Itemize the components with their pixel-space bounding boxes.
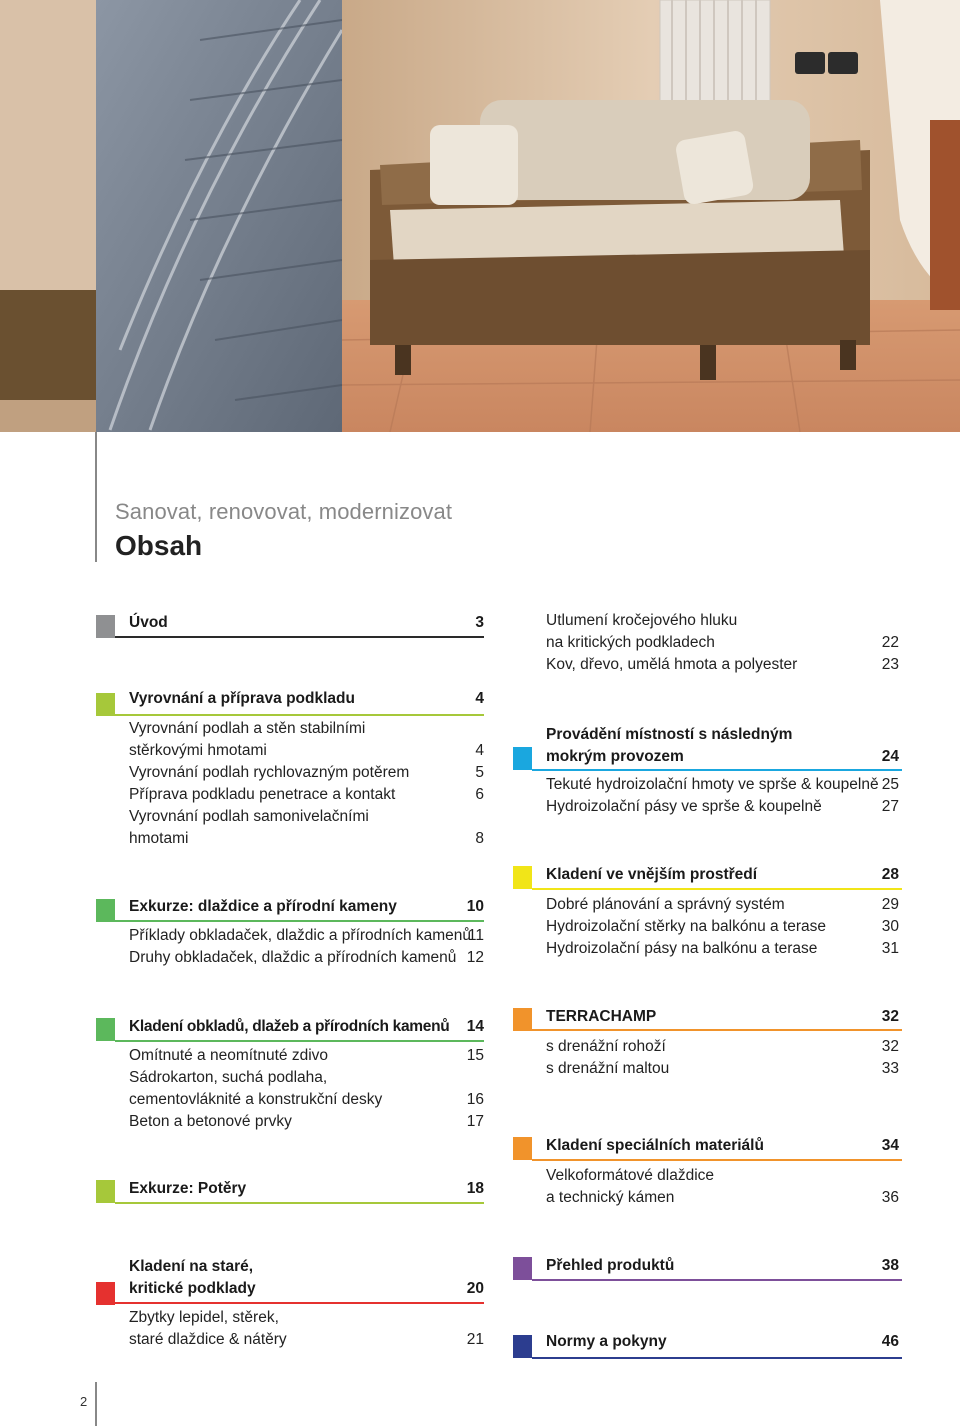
toc-item[interactable]: Příprava podkladu penetrace a kontakt 6	[129, 786, 484, 803]
section-rule	[532, 1279, 902, 1281]
footer-vertical-rule	[95, 1382, 97, 1426]
section-rule	[115, 636, 484, 638]
toc-item[interactable]: Hydroizolační stěrky na balkónu a terase 30	[546, 918, 899, 935]
toc-item[interactable]: Beton a betonové prvky 17	[129, 1113, 484, 1130]
section-page: 10	[466, 898, 484, 915]
section-page: 14	[466, 1018, 484, 1035]
section-rule	[115, 714, 484, 716]
section-title: TERRACHAMP	[546, 1008, 657, 1025]
section-rule	[115, 1202, 484, 1204]
section-title: Exkurze: dlaždice a přírodní kameny	[129, 898, 397, 915]
section-page: 4	[475, 690, 484, 707]
section-marker	[96, 693, 115, 716]
section-marker	[96, 1180, 115, 1203]
section-title: Vyrovnání a příprava podkladu	[129, 690, 355, 707]
toc-item[interactable]: s drenážní maltou 33	[546, 1060, 899, 1077]
section-page: 18	[466, 1180, 484, 1197]
section-page: 28	[881, 866, 899, 883]
toc-item[interactable]: Vyrovnání podlah rychlovazným potěrem 5	[129, 764, 484, 781]
toc-item[interactable]: Sádrokarton, suchá podlaha, cementovláknité a konstrukční desky 16	[129, 1069, 484, 1108]
section-title: Kladení speciálních materiálů	[546, 1137, 764, 1154]
toc-item[interactable]: s drenážní rohoží 32	[546, 1038, 899, 1055]
page-number: 2	[80, 1394, 88, 1409]
section-page: 38	[881, 1257, 899, 1274]
section-rule	[532, 888, 902, 890]
section-marker	[513, 747, 532, 770]
section-page: 24	[881, 748, 899, 765]
section-title: Exkurze: Potěry	[129, 1180, 247, 1197]
section-marker	[96, 615, 115, 638]
toc-item[interactable]: Vyrovnání podlah samonivelačními hmotami 8	[129, 808, 484, 847]
toc-item[interactable]: Velkoformátové dlaždice a technický kámen 36	[546, 1167, 899, 1206]
section-title: Úvod	[129, 614, 168, 631]
toc-item[interactable]: Kov, dřevo, umělá hmota a polyester 23	[546, 656, 899, 673]
section-title: Kladení na staré, kritické podklady	[129, 1258, 256, 1297]
section-page: 20	[466, 1280, 484, 1297]
toc-item[interactable]: Příklady obkladaček, dlaždic a přírodních kamenů 11	[129, 927, 484, 944]
section-marker	[96, 899, 115, 922]
section-marker	[513, 1335, 532, 1358]
section-page: 34	[881, 1137, 899, 1154]
section-title: Kladení obkladů, dlažeb a přírodních kamenů	[129, 1018, 450, 1035]
toc-item[interactable]: Tekuté hydroizolační hmoty ve sprše & koupelně 25	[546, 776, 899, 793]
toc-item[interactable]: Dobré plánování a správný systém 29	[546, 896, 899, 913]
section-marker	[513, 1008, 532, 1031]
section-title: Přehled produktů	[546, 1257, 675, 1274]
page-subtitle: Sanovat, renovovat, modernizovat	[115, 499, 453, 524]
header-vertical-rule	[95, 432, 97, 562]
toc-item[interactable]: Omítnuté a neomítnuté zdivo 15	[129, 1047, 484, 1064]
toc-item[interactable]: Hydroizolační pásy na balkónu a terase 31	[546, 940, 899, 957]
page-title: Obsah	[115, 530, 203, 561]
section-marker	[513, 866, 532, 889]
section-title: Kladení ve vnějším prostředí	[546, 866, 758, 883]
toc-item[interactable]: Utlumení kročejového hluku na kritických podkladech 22	[546, 612, 899, 651]
section-rule	[115, 920, 484, 922]
section-marker	[513, 1257, 532, 1280]
section-page: 3	[475, 614, 484, 631]
section-page: 46	[881, 1333, 899, 1350]
section-rule	[115, 1040, 484, 1042]
section-title: Normy a pokyny	[546, 1333, 667, 1350]
section-rule	[532, 1159, 902, 1161]
section-marker	[513, 1137, 532, 1160]
toc-item[interactable]: Druhy obkladaček, dlaždic a přírodních kamenů 12	[129, 949, 484, 966]
section-rule	[532, 1029, 902, 1031]
hero-photo	[0, 0, 960, 432]
toc-item[interactable]: Hydroizolační pásy ve sprše & koupelně 27	[546, 798, 899, 815]
section-rule	[532, 769, 902, 771]
section-rule	[532, 1357, 902, 1359]
section-page: 32	[881, 1008, 899, 1025]
section-marker	[96, 1282, 115, 1305]
toc-item[interactable]: Vyrovnání podlah a stěn stabilními stěrkovými hmotami 4	[129, 720, 484, 759]
section-marker	[96, 1018, 115, 1041]
section-rule	[115, 1302, 484, 1304]
toc-item[interactable]: Zbytky lepidel, stěrek, staré dlaždice & nátěry 21	[129, 1309, 484, 1348]
section-title: Provádění místností s následným mokrým provozem	[546, 726, 793, 765]
